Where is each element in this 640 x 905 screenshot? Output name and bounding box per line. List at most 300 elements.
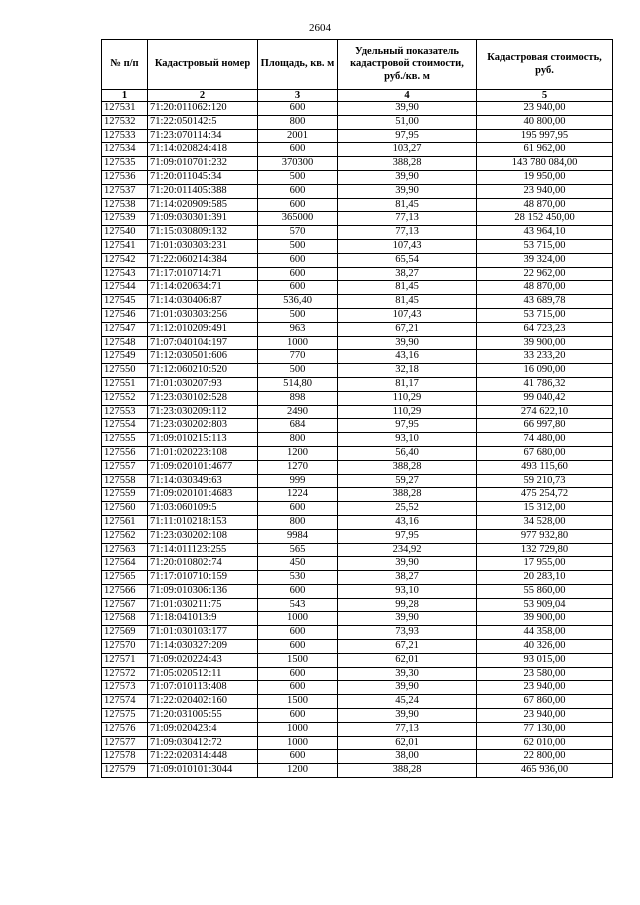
table-row: [102, 391, 613, 405]
column-index: 2: [148, 90, 258, 102]
cell-area: 600: [258, 681, 338, 695]
cell-cadastral-number: 71:14:020824:418: [148, 143, 258, 157]
cell-specific-value: 39,90: [338, 336, 477, 350]
cell-cadastral-value: 53 909,04: [477, 598, 613, 612]
cell-row-number: 127543: [102, 267, 148, 281]
cell-specific-value: 38,27: [338, 267, 477, 281]
cell-cadastral-number: 71:07:040104:197: [148, 336, 258, 350]
cell-specific-value: 81,45: [338, 295, 477, 309]
cell-cadastral-number: 71:09:010215:113: [148, 433, 258, 447]
cell-cadastral-value: 143 780 084,00: [477, 157, 613, 171]
cell-cadastral-value: 22 962,00: [477, 267, 613, 281]
table-row: [102, 419, 613, 433]
cell-cadastral-number: 71:09:020224:43: [148, 653, 258, 667]
cell-row-number: 127579: [102, 764, 148, 778]
cell-row-number: 127546: [102, 308, 148, 322]
cell-cadastral-number: 71:12:060210:520: [148, 364, 258, 378]
cell-area: 600: [258, 640, 338, 654]
table-row: [102, 571, 613, 585]
header-row-number: № п/п: [102, 40, 148, 90]
cell-specific-value: 59,27: [338, 474, 477, 488]
cell-area: 543: [258, 598, 338, 612]
cell-cadastral-value: 39 900,00: [477, 336, 613, 350]
cell-cadastral-value: 44 358,00: [477, 626, 613, 640]
cell-specific-value: 39,90: [338, 170, 477, 184]
cell-row-number: 127536: [102, 170, 148, 184]
cell-row-number: 127575: [102, 709, 148, 723]
cell-area: 600: [258, 143, 338, 157]
cell-area: 500: [258, 239, 338, 253]
cell-specific-value: 39,90: [338, 681, 477, 695]
cell-row-number: 127560: [102, 502, 148, 516]
cell-area: 2001: [258, 129, 338, 143]
cell-cadastral-number: 71:20:031005:55: [148, 709, 258, 723]
table-row: [102, 598, 613, 612]
table-body: [102, 102, 613, 778]
cell-cadastral-value: 493 115,60: [477, 460, 613, 474]
cell-specific-value: 39,90: [338, 557, 477, 571]
cell-specific-value: 43,16: [338, 515, 477, 529]
cell-specific-value: 39,90: [338, 102, 477, 116]
cell-specific-value: 73,93: [338, 626, 477, 640]
cell-cadastral-value: 16 090,00: [477, 364, 613, 378]
cell-row-number: 127577: [102, 736, 148, 750]
cell-specific-value: 32,18: [338, 364, 477, 378]
cell-cadastral-value: 43 689,78: [477, 295, 613, 309]
table-row: [102, 488, 613, 502]
cell-row-number: 127549: [102, 350, 148, 364]
cell-row-number: 127540: [102, 226, 148, 240]
cell-specific-value: 103,27: [338, 143, 477, 157]
cell-specific-value: 97,95: [338, 129, 477, 143]
cell-cadastral-value: 59 210,73: [477, 474, 613, 488]
table-row: [102, 653, 613, 667]
cell-cadastral-number: 71:09:030301:391: [148, 212, 258, 226]
cell-cadastral-number: 71:14:020634:71: [148, 281, 258, 295]
cell-cadastral-number: 71:22:020314:448: [148, 750, 258, 764]
cell-row-number: 127552: [102, 391, 148, 405]
cell-specific-value: 81,45: [338, 198, 477, 212]
cell-area: 500: [258, 308, 338, 322]
table-row: [102, 736, 613, 750]
cell-cadastral-number: 71:03:060109:5: [148, 502, 258, 516]
cell-cadastral-number: 71:05:020512:11: [148, 667, 258, 681]
cell-area: 365000: [258, 212, 338, 226]
cell-cadastral-number: 71:01:030303:231: [148, 239, 258, 253]
cell-row-number: 127561: [102, 515, 148, 529]
cell-cadastral-value: 66 997,80: [477, 419, 613, 433]
table-row: [102, 226, 613, 240]
cell-row-number: 127539: [102, 212, 148, 226]
cell-area: 800: [258, 433, 338, 447]
cell-cadastral-value: 48 870,00: [477, 198, 613, 212]
cell-cadastral-value: 33 233,20: [477, 350, 613, 364]
cell-area: 684: [258, 419, 338, 433]
cell-specific-value: 25,52: [338, 502, 477, 516]
cell-cadastral-value: 53 715,00: [477, 308, 613, 322]
table-row: [102, 405, 613, 419]
table-row: [102, 295, 613, 309]
column-index: 1: [102, 90, 148, 102]
cell-cadastral-number: 71:09:020101:4677: [148, 460, 258, 474]
cell-cadastral-value: 40 800,00: [477, 115, 613, 129]
cell-cadastral-number: 71:12:030501:606: [148, 350, 258, 364]
cell-row-number: 127551: [102, 377, 148, 391]
cell-cadastral-number: 71:01:020223:108: [148, 446, 258, 460]
cell-cadastral-value: 17 955,00: [477, 557, 613, 571]
table-row: [102, 143, 613, 157]
cell-area: 1000: [258, 612, 338, 626]
cell-row-number: 127533: [102, 129, 148, 143]
cell-specific-value: 77,13: [338, 722, 477, 736]
cell-cadastral-value: 93 015,00: [477, 653, 613, 667]
cell-specific-value: 38,27: [338, 571, 477, 585]
table-row: [102, 695, 613, 709]
cell-specific-value: 93,10: [338, 433, 477, 447]
table-row: [102, 709, 613, 723]
cell-cadastral-number: 71:09:010306:136: [148, 584, 258, 598]
cell-row-number: 127578: [102, 750, 148, 764]
cadastral-value-table: [101, 39, 613, 778]
cell-cadastral-number: 71:15:030809:132: [148, 226, 258, 240]
cell-cadastral-value: 64 723,23: [477, 322, 613, 336]
table-row: [102, 584, 613, 598]
table-row: [102, 529, 613, 543]
table-row: [102, 446, 613, 460]
cell-cadastral-number: 71:11:010218:153: [148, 515, 258, 529]
cell-cadastral-value: 274 622,10: [477, 405, 613, 419]
table-row: [102, 764, 613, 778]
cell-specific-value: 51,00: [338, 115, 477, 129]
cell-row-number: 127572: [102, 667, 148, 681]
cell-area: 370300: [258, 157, 338, 171]
cell-cadastral-number: 71:22:050142:5: [148, 115, 258, 129]
cell-cadastral-number: 71:17:010714:71: [148, 267, 258, 281]
cell-area: 1500: [258, 653, 338, 667]
cell-cadastral-value: 62 010,00: [477, 736, 613, 750]
cell-area: 600: [258, 750, 338, 764]
cell-cadastral-value: 99 040,42: [477, 391, 613, 405]
cell-specific-value: 39,90: [338, 709, 477, 723]
cell-row-number: 127555: [102, 433, 148, 447]
table-row: [102, 308, 613, 322]
cell-area: 2490: [258, 405, 338, 419]
cell-specific-value: 97,95: [338, 529, 477, 543]
cell-cadastral-number: 71:14:020909:585: [148, 198, 258, 212]
table-row: [102, 474, 613, 488]
cell-specific-value: 43,16: [338, 350, 477, 364]
cell-cadastral-number: 71:17:010710:159: [148, 571, 258, 585]
cell-area: 1500: [258, 695, 338, 709]
cell-area: 530: [258, 571, 338, 585]
cell-specific-value: 97,95: [338, 419, 477, 433]
cell-specific-value: 62,01: [338, 653, 477, 667]
table-row: [102, 267, 613, 281]
cell-area: 536,40: [258, 295, 338, 309]
cell-cadastral-value: 23 940,00: [477, 709, 613, 723]
cell-area: 999: [258, 474, 338, 488]
cell-cadastral-value: 475 254,72: [477, 488, 613, 502]
table-row: [102, 626, 613, 640]
cell-cadastral-number: 71:22:060214:384: [148, 253, 258, 267]
cell-cadastral-value: 132 729,80: [477, 543, 613, 557]
cell-row-number: 127541: [102, 239, 148, 253]
cell-specific-value: 38,00: [338, 750, 477, 764]
cell-cadastral-number: 71:09:010701:232: [148, 157, 258, 171]
cell-specific-value: 93,10: [338, 584, 477, 598]
cell-area: 1270: [258, 460, 338, 474]
cell-area: 800: [258, 115, 338, 129]
cell-row-number: 127535: [102, 157, 148, 171]
cell-area: 600: [258, 184, 338, 198]
table-header-row: [102, 40, 613, 90]
cell-area: 1000: [258, 336, 338, 350]
cell-area: 1200: [258, 446, 338, 460]
cell-cadastral-value: 67 680,00: [477, 446, 613, 460]
table-row: [102, 377, 613, 391]
cell-row-number: 127564: [102, 557, 148, 571]
header-area: Площадь, кв. м: [258, 40, 338, 90]
cell-area: 500: [258, 364, 338, 378]
cell-cadastral-number: 71:07:010113:408: [148, 681, 258, 695]
cell-area: 600: [258, 267, 338, 281]
cell-cadastral-value: 43 964,10: [477, 226, 613, 240]
cell-cadastral-number: 71:09:020101:4683: [148, 488, 258, 502]
cell-row-number: 127547: [102, 322, 148, 336]
cell-specific-value: 110,29: [338, 391, 477, 405]
table-row: [102, 115, 613, 129]
cell-specific-value: 388,28: [338, 157, 477, 171]
cell-area: 800: [258, 515, 338, 529]
table-row: [102, 102, 613, 116]
table-row: [102, 184, 613, 198]
cell-row-number: 127569: [102, 626, 148, 640]
cell-cadastral-value: 39 324,00: [477, 253, 613, 267]
cell-cadastral-number: 71:20:010802:74: [148, 557, 258, 571]
cell-area: 1000: [258, 722, 338, 736]
cell-row-number: 127531: [102, 102, 148, 116]
cell-specific-value: 81,17: [338, 377, 477, 391]
table-row: [102, 750, 613, 764]
cell-cadastral-value: 34 528,00: [477, 515, 613, 529]
table-row: [102, 612, 613, 626]
cell-area: 600: [258, 281, 338, 295]
cell-cadastral-number: 71:23:030202:803: [148, 419, 258, 433]
cell-cadastral-value: 77 130,00: [477, 722, 613, 736]
cell-specific-value: 81,45: [338, 281, 477, 295]
cell-row-number: 127556: [102, 446, 148, 460]
cell-specific-value: 62,01: [338, 736, 477, 750]
table-row: [102, 212, 613, 226]
column-index: 4: [338, 90, 477, 102]
cell-cadastral-number: 71:12:010209:491: [148, 322, 258, 336]
cell-specific-value: 39,90: [338, 612, 477, 626]
cell-row-number: 127544: [102, 281, 148, 295]
cell-row-number: 127542: [102, 253, 148, 267]
cell-row-number: 127532: [102, 115, 148, 129]
table-row: [102, 433, 613, 447]
header-specific-value: Удельный показатель кадастровой стоимости, руб./кв. м: [338, 40, 477, 90]
page-number: 2604: [309, 22, 331, 34]
cell-cadastral-value: 61 962,00: [477, 143, 613, 157]
cell-specific-value: 45,24: [338, 695, 477, 709]
cell-cadastral-number: 71:18:041013:9: [148, 612, 258, 626]
table-row: [102, 515, 613, 529]
table-column-index-row: [102, 90, 613, 102]
cell-cadastral-value: 977 932,80: [477, 529, 613, 543]
cell-cadastral-value: 19 950,00: [477, 170, 613, 184]
cell-area: 600: [258, 102, 338, 116]
table-row: [102, 198, 613, 212]
cell-specific-value: 388,28: [338, 764, 477, 778]
cell-area: 1000: [258, 736, 338, 750]
cell-specific-value: 107,43: [338, 308, 477, 322]
table-row: [102, 543, 613, 557]
table-row: [102, 170, 613, 184]
cell-area: 9984: [258, 529, 338, 543]
cell-row-number: 127573: [102, 681, 148, 695]
cell-area: 565: [258, 543, 338, 557]
cell-cadastral-number: 71:09:030412:72: [148, 736, 258, 750]
cell-row-number: 127567: [102, 598, 148, 612]
cell-area: 600: [258, 198, 338, 212]
header-cadastral-value: Кадастровая стоимость, руб.: [477, 40, 613, 90]
cell-area: 770: [258, 350, 338, 364]
cell-row-number: 127550: [102, 364, 148, 378]
cell-cadastral-number: 71:01:030303:256: [148, 308, 258, 322]
cell-row-number: 127554: [102, 419, 148, 433]
cell-row-number: 127566: [102, 584, 148, 598]
cell-cadastral-number: 71:23:070114:34: [148, 129, 258, 143]
cell-cadastral-number: 71:23:030209:112: [148, 405, 258, 419]
cell-area: 450: [258, 557, 338, 571]
cell-cadastral-number: 71:20:011405:388: [148, 184, 258, 198]
cell-cadastral-value: 23 940,00: [477, 681, 613, 695]
cell-row-number: 127571: [102, 653, 148, 667]
cell-cadastral-number: 71:22:020402:160: [148, 695, 258, 709]
table-row: [102, 460, 613, 474]
table-row: [102, 239, 613, 253]
cell-cadastral-value: 53 715,00: [477, 239, 613, 253]
cell-cadastral-value: 23 940,00: [477, 184, 613, 198]
cell-row-number: 127534: [102, 143, 148, 157]
cell-cadastral-value: 22 800,00: [477, 750, 613, 764]
cell-specific-value: 39,30: [338, 667, 477, 681]
cell-area: 600: [258, 253, 338, 267]
table-row: [102, 157, 613, 171]
cell-cadastral-value: 39 900,00: [477, 612, 613, 626]
cell-row-number: 127574: [102, 695, 148, 709]
cell-row-number: 127576: [102, 722, 148, 736]
cell-cadastral-value: 465 936,00: [477, 764, 613, 778]
cell-cadastral-value: 41 786,32: [477, 377, 613, 391]
cell-area: 600: [258, 584, 338, 598]
table-row: [102, 364, 613, 378]
cell-specific-value: 107,43: [338, 239, 477, 253]
cell-cadastral-number: 71:20:011062:120: [148, 102, 258, 116]
cell-cadastral-number: 71:01:030207:93: [148, 377, 258, 391]
cell-cadastral-value: 40 326,00: [477, 640, 613, 654]
cell-area: 570: [258, 226, 338, 240]
cell-row-number: 127557: [102, 460, 148, 474]
cell-specific-value: 388,28: [338, 488, 477, 502]
cell-cadastral-number: 71:14:011123:255: [148, 543, 258, 557]
cell-cadastral-number: 71:20:011045:34: [148, 170, 258, 184]
cell-specific-value: 56,40: [338, 446, 477, 460]
cell-row-number: 127565: [102, 571, 148, 585]
cell-cadastral-value: 15 312,00: [477, 502, 613, 516]
cell-specific-value: 65,54: [338, 253, 477, 267]
cell-row-number: 127558: [102, 474, 148, 488]
cell-cadastral-number: 71:14:030349:63: [148, 474, 258, 488]
cell-area: 963: [258, 322, 338, 336]
column-index: 5: [477, 90, 613, 102]
cell-area: 600: [258, 626, 338, 640]
table-row: [102, 281, 613, 295]
cell-specific-value: 77,13: [338, 212, 477, 226]
cell-cadastral-number: 71:09:020423:4: [148, 722, 258, 736]
cell-specific-value: 67,21: [338, 322, 477, 336]
cell-area: 898: [258, 391, 338, 405]
cell-cadastral-number: 71:01:030211:75: [148, 598, 258, 612]
cell-specific-value: 99,28: [338, 598, 477, 612]
cell-area: 600: [258, 502, 338, 516]
cell-specific-value: 388,28: [338, 460, 477, 474]
cell-specific-value: 110,29: [338, 405, 477, 419]
cell-area: 500: [258, 170, 338, 184]
cell-cadastral-value: 74 480,00: [477, 433, 613, 447]
column-index: 3: [258, 90, 338, 102]
table-row: [102, 722, 613, 736]
table-row: [102, 322, 613, 336]
table-row: [102, 557, 613, 571]
cell-cadastral-value: 55 860,00: [477, 584, 613, 598]
cell-cadastral-value: 195 997,95: [477, 129, 613, 143]
cell-specific-value: 39,90: [338, 184, 477, 198]
table-row: [102, 350, 613, 364]
cell-cadastral-number: 71:23:030102:528: [148, 391, 258, 405]
cell-cadastral-number: 71:01:030103:177: [148, 626, 258, 640]
cell-area: 1200: [258, 764, 338, 778]
cell-row-number: 127562: [102, 529, 148, 543]
table-row: [102, 129, 613, 143]
cell-cadastral-number: 71:09:010101:3044: [148, 764, 258, 778]
cell-cadastral-number: 71:14:030406:87: [148, 295, 258, 309]
cell-cadastral-value: 67 860,00: [477, 695, 613, 709]
cell-area: 514,80: [258, 377, 338, 391]
table-row: [102, 502, 613, 516]
cell-cadastral-number: 71:23:030202:108: [148, 529, 258, 543]
table-row: [102, 667, 613, 681]
cell-specific-value: 77,13: [338, 226, 477, 240]
cell-cadastral-value: 23 940,00: [477, 102, 613, 116]
cell-cadastral-value: 28 152 450,00: [477, 212, 613, 226]
cell-cadastral-value: 20 283,10: [477, 571, 613, 585]
cell-specific-value: 67,21: [338, 640, 477, 654]
cell-row-number: 127537: [102, 184, 148, 198]
cell-row-number: 127553: [102, 405, 148, 419]
cell-row-number: 127568: [102, 612, 148, 626]
cell-row-number: 127570: [102, 640, 148, 654]
table-row: [102, 336, 613, 350]
cell-row-number: 127538: [102, 198, 148, 212]
cell-row-number: 127559: [102, 488, 148, 502]
cell-row-number: 127563: [102, 543, 148, 557]
header-cadastral-number: Кадастровый номер: [148, 40, 258, 90]
cell-area: 600: [258, 709, 338, 723]
cell-cadastral-number: 71:14:030327:209: [148, 640, 258, 654]
cell-row-number: 127548: [102, 336, 148, 350]
